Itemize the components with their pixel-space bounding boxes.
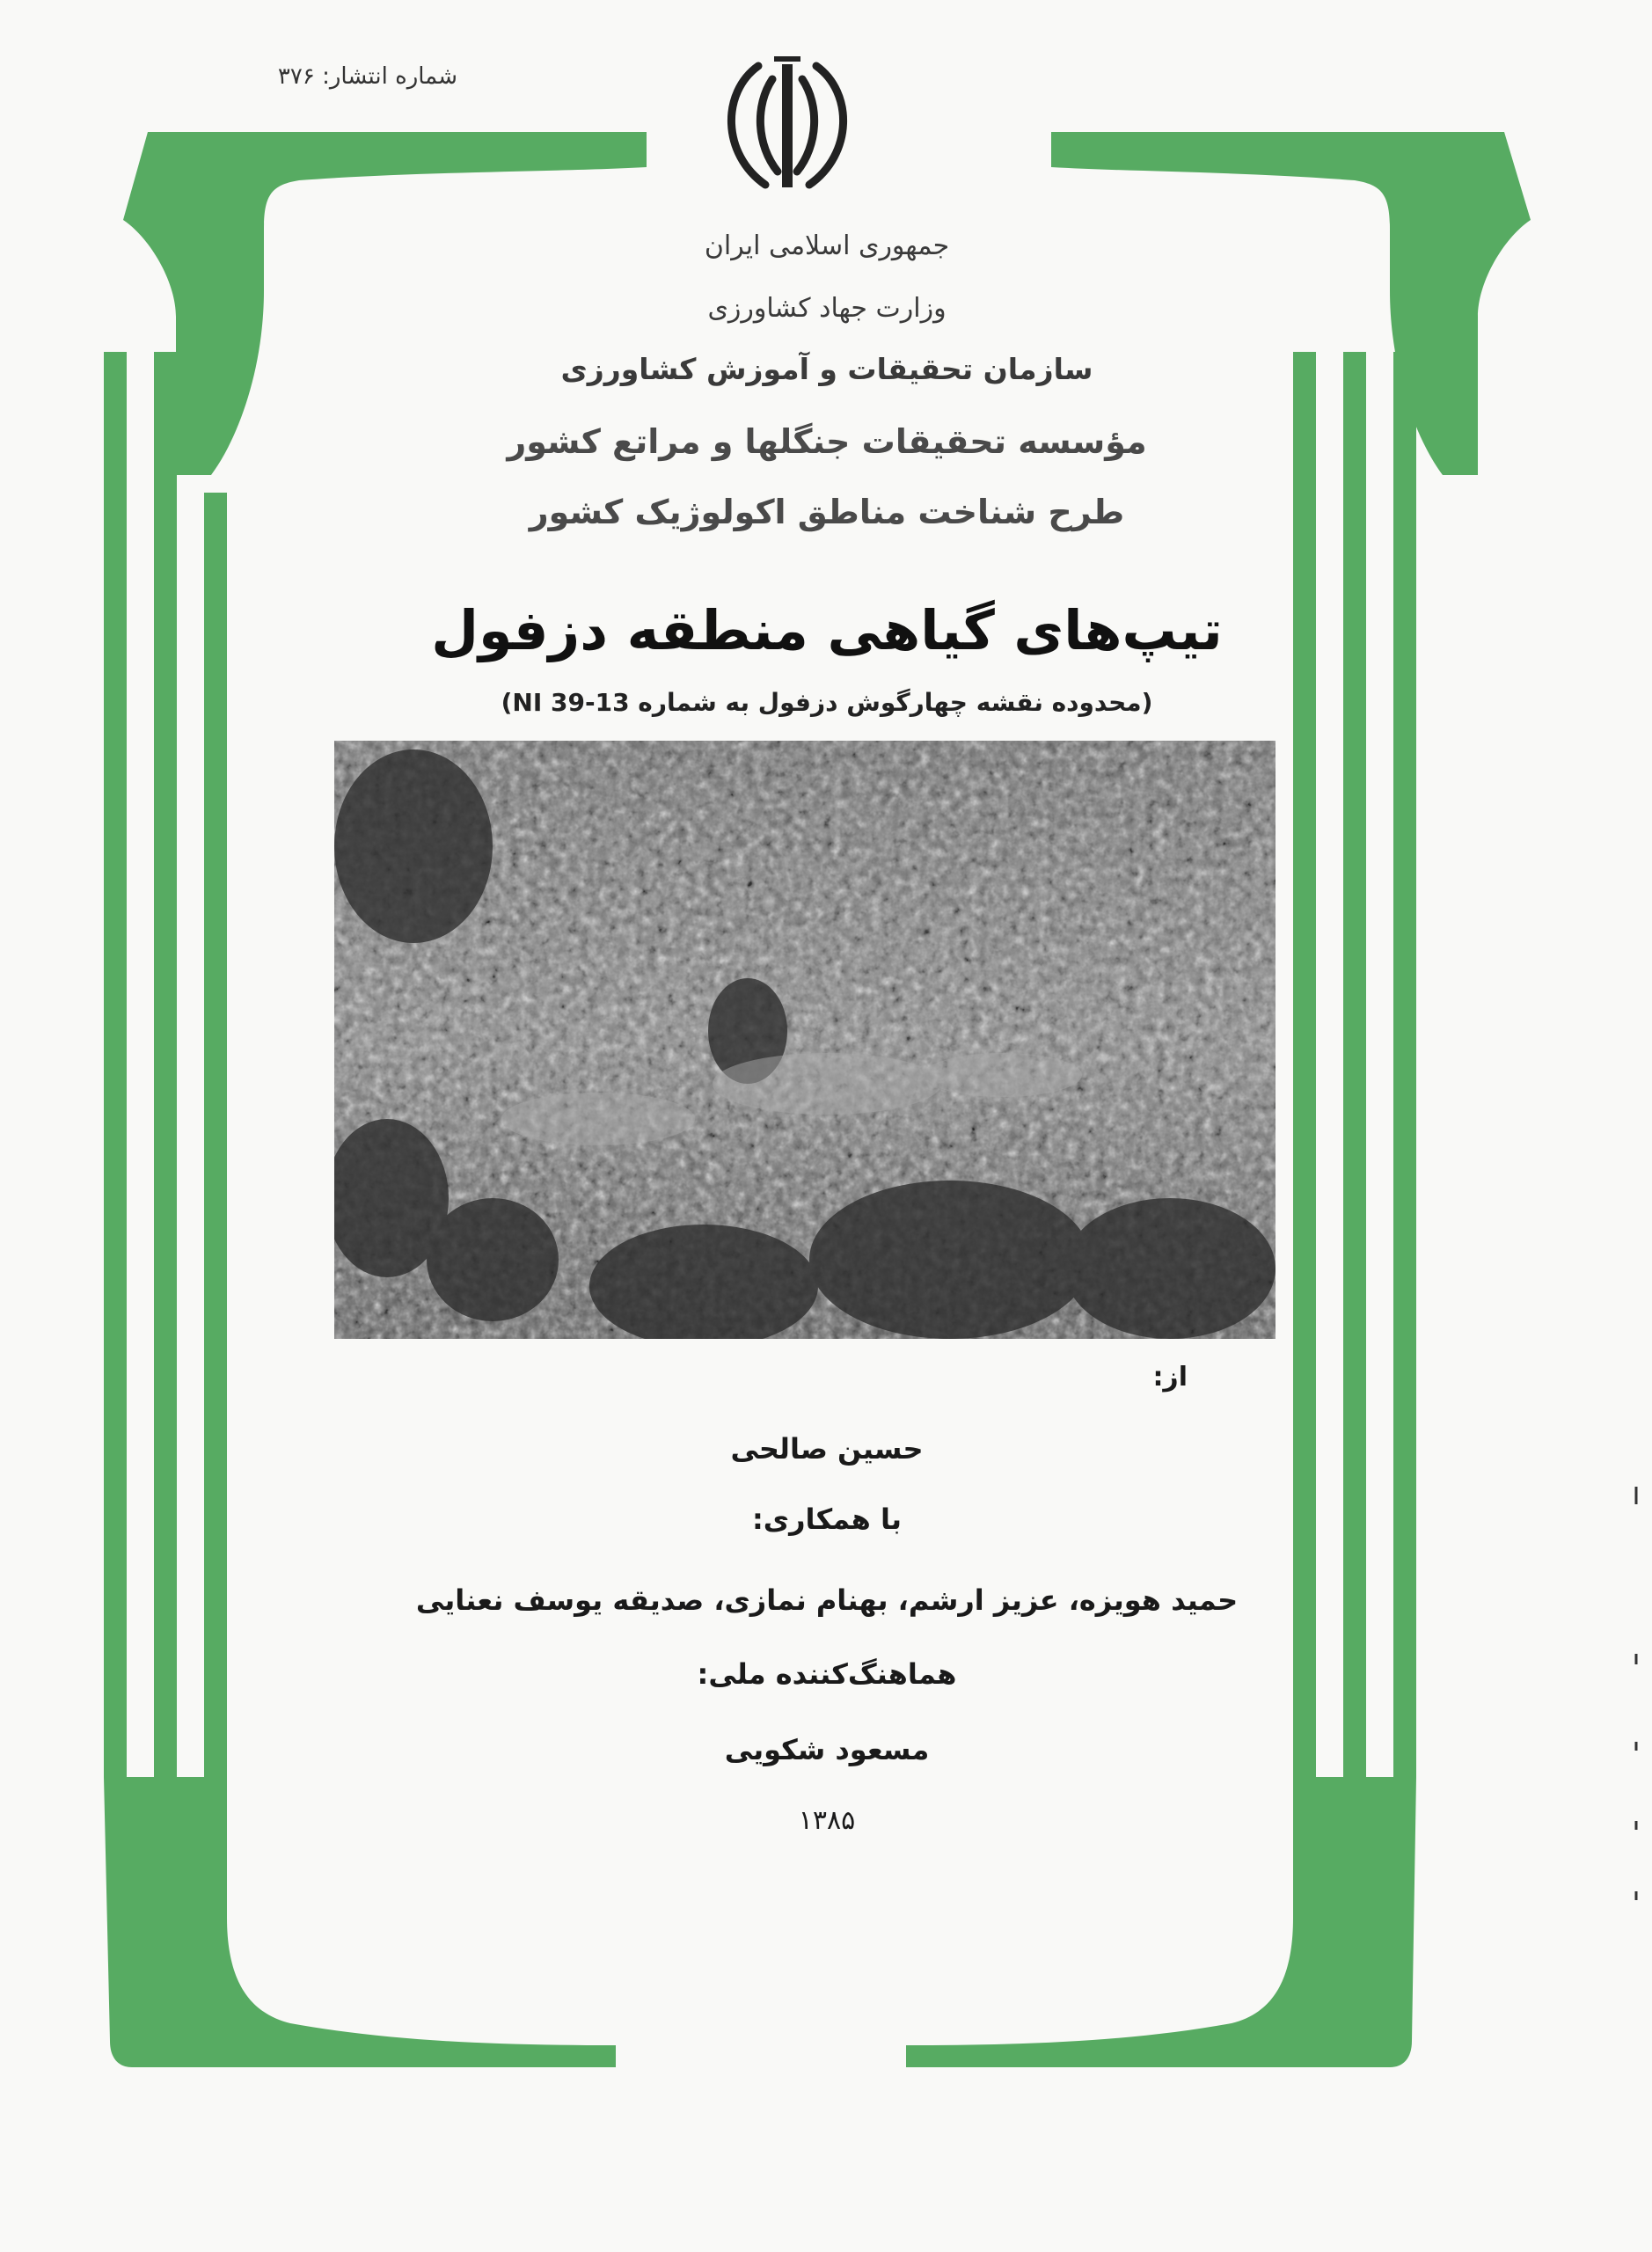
book-subtitle: (محدوده نقشه چهارگوش دزفول به شماره NI 39-13) [501,688,1153,717]
collaborator-names: حمید هویزه، عزیز ارشم، بهنام نمازی، صدیقه یوسف نعنایی [415,1583,1239,1617]
institute-line: مؤسسه تحقیقات جنگلها و مراتع کشور [507,422,1147,461]
publication-number: شماره انتشار: ۳۷۶ [277,63,457,90]
coordinator-label: هماهنگ‌کننده ملی: [697,1657,957,1691]
from-label: از: [1152,1362,1188,1393]
author-name: حسین صالحی [730,1432,924,1466]
book-title: تیپ‌های گیاهی منطقه دزفول [431,598,1223,662]
vegetation-photo [334,741,1276,1339]
project-line: طرح شناخت مناطق اکولوژیک کشور [529,493,1125,531]
iran-emblem-icon [704,40,871,207]
publication-year: ۱۳۸۵ [798,1805,856,1836]
republic-line: جمهوری اسلامی ایران [704,230,950,261]
collaboration-label: با همکاری: [752,1503,902,1536]
ministry-line: وزارت جهاد کشاورزی [707,293,947,324]
page-edge-marks [1623,1478,1649,1935]
organization-line: سازمان تحقیقات و آموزش کشاورزی [560,352,1093,386]
coordinator-name: مسعود شکویی [724,1733,930,1766]
